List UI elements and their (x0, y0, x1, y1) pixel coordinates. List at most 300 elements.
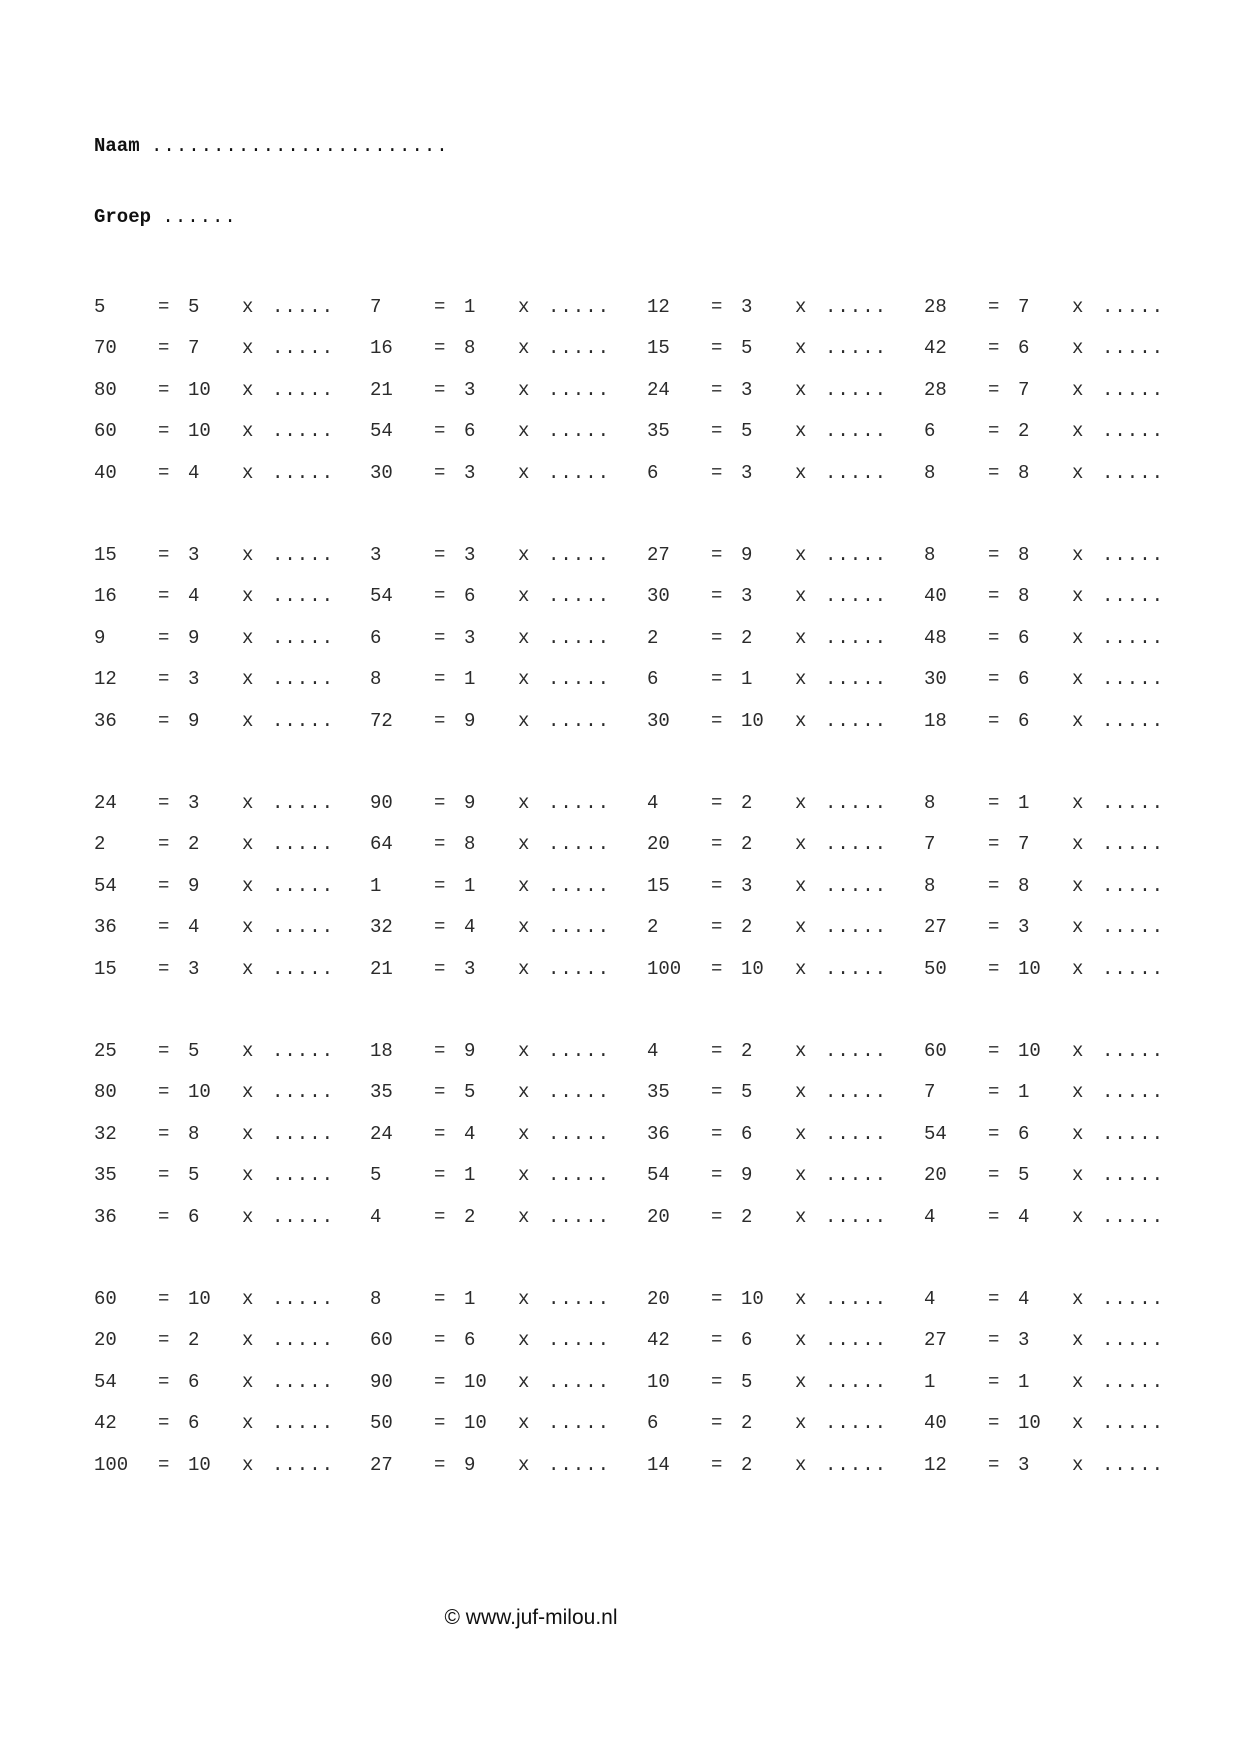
factor-number: 1 (464, 874, 476, 897)
factor-number: 3 (464, 378, 476, 401)
answer-blank[interactable]: ..... (1102, 1164, 1165, 1187)
product-number: 14 (647, 1453, 670, 1476)
answer-blank[interactable]: ..... (825, 1040, 888, 1062)
product-number: 27 (647, 544, 670, 566)
answer-blank[interactable]: ..... (825, 1453, 888, 1476)
times-sign: x (795, 1412, 807, 1435)
times-sign: x (242, 1122, 254, 1145)
product-number: 6 (647, 668, 659, 691)
answer-blank[interactable]: ..... (825, 874, 888, 897)
answer-blank[interactable]: ..... (272, 420, 335, 443)
answer-blank[interactable]: ..... (1102, 420, 1165, 443)
factor-number: 3 (741, 461, 753, 484)
answer-blank[interactable]: ..... (272, 916, 335, 939)
factor-number: 6 (464, 585, 476, 608)
product-number: 4 (924, 1288, 936, 1310)
equals-sign: = (711, 833, 723, 856)
answer-blank[interactable]: ..... (825, 337, 888, 360)
answer-blank[interactable]: ..... (1102, 1370, 1165, 1393)
equals-sign: = (158, 337, 170, 360)
answer-blank[interactable]: ..... (548, 1288, 611, 1310)
product-number: 18 (924, 709, 947, 732)
equals-sign: = (988, 1329, 1000, 1352)
answer-blank[interactable]: ..... (1102, 378, 1165, 401)
answer-blank[interactable]: ..... (272, 585, 335, 608)
times-sign: x (795, 378, 807, 401)
factor-number: 8 (1018, 461, 1030, 484)
answer-blank[interactable]: ..... (272, 1081, 335, 1104)
equals-sign: = (711, 544, 723, 566)
equals-sign: = (988, 1288, 1000, 1310)
factor-number: 6 (1018, 709, 1030, 732)
product-number: 6 (370, 626, 382, 649)
answer-blank[interactable]: ..... (1102, 1288, 1165, 1310)
product-number: 8 (924, 792, 936, 814)
answer-blank[interactable]: ..... (272, 957, 335, 980)
factor-number: 10 (464, 1370, 487, 1393)
equals-sign: = (158, 296, 170, 318)
factor-number: 2 (741, 1412, 753, 1435)
equals-sign: = (988, 1412, 1000, 1435)
answer-blank[interactable]: ..... (825, 1122, 888, 1145)
equals-sign: = (158, 1164, 170, 1187)
answer-blank[interactable]: ..... (825, 420, 888, 443)
times-sign: x (795, 585, 807, 608)
times-sign: x (1072, 1122, 1084, 1145)
factor-number: 4 (1018, 1205, 1030, 1228)
equals-sign: = (434, 378, 446, 401)
equals-sign: = (434, 1288, 446, 1310)
times-sign: x (795, 626, 807, 649)
equals-sign: = (158, 957, 170, 980)
times-sign: x (1072, 1370, 1084, 1393)
times-sign: x (242, 1040, 254, 1062)
answer-blank[interactable]: ..... (272, 1040, 335, 1062)
equals-sign: = (158, 585, 170, 608)
product-number: 16 (94, 585, 117, 608)
answer-blank[interactable]: ..... (825, 833, 888, 856)
times-sign: x (518, 585, 530, 608)
times-sign: x (795, 1164, 807, 1187)
answer-blank[interactable]: ..... (825, 1205, 888, 1228)
answer-blank[interactable]: ..... (825, 296, 888, 318)
times-sign: x (795, 1370, 807, 1393)
answer-blank[interactable]: ..... (548, 1329, 611, 1352)
product-number: 54 (924, 1122, 947, 1145)
times-sign: x (795, 792, 807, 814)
answer-blank[interactable]: ..... (1102, 833, 1165, 856)
answer-blank[interactable]: ..... (825, 916, 888, 939)
times-sign: x (795, 1081, 807, 1104)
equals-sign: = (434, 544, 446, 566)
equals-sign: = (158, 1370, 170, 1393)
factor-number: 4 (188, 916, 200, 939)
factor-number: 7 (1018, 833, 1030, 856)
product-number: 2 (647, 916, 659, 939)
times-sign: x (795, 1453, 807, 1476)
answer-blank[interactable]: ..... (1102, 544, 1165, 566)
factor-number: 10 (188, 1288, 211, 1310)
answer-blank[interactable]: ..... (1102, 1081, 1165, 1104)
answer-blank[interactable]: ..... (1102, 1453, 1165, 1476)
answer-blank[interactable]: ..... (272, 296, 335, 318)
answer-blank[interactable]: ..... (548, 1205, 611, 1228)
product-number: 4 (370, 1205, 382, 1228)
answer-blank[interactable]: ..... (272, 833, 335, 856)
product-number: 15 (94, 957, 117, 980)
equals-sign: = (988, 916, 1000, 939)
times-sign: x (795, 544, 807, 566)
factor-number: 8 (464, 337, 476, 360)
factor-number: 8 (1018, 874, 1030, 897)
equals-sign: = (434, 916, 446, 939)
times-sign: x (1072, 378, 1084, 401)
equals-sign: = (434, 461, 446, 484)
factor-number: 6 (464, 1329, 476, 1352)
factor-number: 5 (188, 1164, 200, 1187)
product-number: 30 (924, 668, 947, 691)
factor-number: 5 (188, 1040, 200, 1062)
equals-sign: = (711, 337, 723, 360)
equals-sign: = (988, 296, 1000, 318)
times-sign: x (1072, 544, 1084, 566)
times-sign: x (1072, 1453, 1084, 1476)
factor-number: 1 (1018, 1081, 1030, 1104)
answer-blank[interactable]: ..... (1102, 337, 1165, 360)
answer-blank[interactable]: ..... (825, 1288, 888, 1310)
equals-sign: = (988, 1164, 1000, 1187)
factor-number: 2 (188, 1329, 200, 1352)
answer-blank[interactable]: ..... (548, 833, 611, 856)
product-number: 27 (370, 1453, 393, 1476)
equals-sign: = (158, 1288, 170, 1310)
equals-sign: = (158, 1040, 170, 1062)
equals-sign: = (711, 626, 723, 649)
answer-blank[interactable]: ..... (548, 544, 611, 566)
times-sign: x (242, 296, 254, 318)
answer-blank[interactable]: ..... (825, 1329, 888, 1352)
equals-sign: = (988, 874, 1000, 897)
times-sign: x (1072, 1040, 1084, 1062)
naam-blank[interactable]: ........................ (151, 135, 449, 157)
answer-blank[interactable]: ..... (272, 1412, 335, 1435)
answer-blank[interactable]: ..... (548, 709, 611, 732)
factor-number: 2 (741, 833, 753, 856)
answer-blank[interactable]: ..... (548, 1122, 611, 1145)
factor-number: 2 (188, 833, 200, 856)
times-sign: x (242, 1164, 254, 1187)
factor-number: 6 (188, 1205, 200, 1228)
times-sign: x (242, 337, 254, 360)
answer-blank[interactable]: ..... (1102, 1205, 1165, 1228)
equals-sign: = (988, 792, 1000, 814)
answer-blank[interactable]: ..... (272, 378, 335, 401)
copyright-footer: © www.juf-milou.nl (444, 1606, 618, 1629)
answer-blank[interactable]: ..... (1102, 1329, 1165, 1352)
product-number: 12 (94, 668, 117, 691)
times-sign: x (518, 420, 530, 443)
factor-number: 3 (1018, 916, 1030, 939)
equals-sign: = (988, 1205, 1000, 1228)
times-sign: x (1072, 792, 1084, 814)
times-sign: x (795, 916, 807, 939)
answer-blank[interactable]: ..... (1102, 874, 1165, 897)
equals-sign: = (988, 833, 1000, 856)
answer-blank[interactable]: ..... (548, 585, 611, 608)
product-number: 12 (924, 1453, 947, 1476)
answer-blank[interactable]: ..... (272, 709, 335, 732)
answer-blank[interactable]: ..... (825, 1370, 888, 1393)
product-number: 40 (94, 461, 117, 484)
answer-blank[interactable]: ..... (1102, 296, 1165, 318)
factor-number: 8 (1018, 585, 1030, 608)
times-sign: x (518, 1164, 530, 1187)
answer-blank[interactable]: ..... (548, 1081, 611, 1104)
equals-sign: = (711, 1081, 723, 1104)
answer-blank[interactable]: ..... (548, 957, 611, 980)
equals-sign: = (988, 461, 1000, 484)
product-number: 25 (94, 1040, 117, 1062)
answer-blank[interactable]: ..... (548, 420, 611, 443)
times-sign: x (1072, 874, 1084, 897)
times-sign: x (242, 792, 254, 814)
answer-blank[interactable]: ..... (272, 1370, 335, 1393)
equals-sign: = (711, 916, 723, 939)
answer-blank[interactable]: ..... (548, 1040, 611, 1062)
equals-sign: = (158, 874, 170, 897)
answer-blank[interactable]: ..... (272, 1453, 335, 1476)
equals-sign: = (434, 874, 446, 897)
times-sign: x (242, 874, 254, 897)
product-number: 20 (647, 1288, 670, 1310)
answer-blank[interactable]: ..... (548, 792, 611, 814)
equals-sign: = (711, 1370, 723, 1393)
factor-number: 1 (464, 668, 476, 691)
equals-sign: = (434, 1329, 446, 1352)
product-number: 90 (370, 792, 393, 814)
answer-blank[interactable]: ..... (825, 626, 888, 649)
answer-blank[interactable]: ..... (272, 1122, 335, 1145)
factor-number: 2 (741, 626, 753, 649)
factor-number: 6 (1018, 668, 1030, 691)
factor-number: 9 (464, 792, 476, 814)
factor-number: 8 (1018, 544, 1030, 566)
answer-blank[interactable]: ..... (1102, 1040, 1165, 1062)
times-sign: x (1072, 1329, 1084, 1352)
times-sign: x (242, 461, 254, 484)
factor-number: 9 (188, 626, 200, 649)
answer-blank[interactable]: ..... (548, 1412, 611, 1435)
equals-sign: = (988, 1122, 1000, 1145)
product-number: 7 (924, 1081, 936, 1104)
answer-blank[interactable]: ..... (825, 1081, 888, 1104)
times-sign: x (518, 916, 530, 939)
answer-blank[interactable]: ..... (272, 792, 335, 814)
answer-blank[interactable]: ..... (272, 1164, 335, 1187)
answer-blank[interactable]: ..... (825, 378, 888, 401)
factor-number: 6 (1018, 1122, 1030, 1145)
product-number: 20 (924, 1164, 947, 1187)
product-number: 2 (647, 626, 659, 649)
product-number: 42 (94, 1412, 117, 1435)
groep-label: Groep (94, 206, 152, 228)
answer-blank[interactable]: ..... (825, 957, 888, 980)
factor-number: 9 (741, 544, 753, 566)
times-sign: x (242, 378, 254, 401)
times-sign: x (518, 378, 530, 401)
product-number: 50 (370, 1412, 393, 1435)
product-number: 35 (94, 1164, 117, 1187)
product-number: 36 (647, 1122, 670, 1145)
factor-number: 3 (188, 957, 200, 980)
equals-sign: = (434, 792, 446, 814)
factor-number: 6 (464, 420, 476, 443)
product-number: 1 (370, 874, 382, 897)
answer-blank[interactable]: ..... (272, 1288, 335, 1310)
answer-blank[interactable]: ..... (825, 1164, 888, 1187)
product-number: 36 (94, 709, 117, 732)
product-number: 20 (94, 1329, 117, 1352)
answer-blank[interactable]: ..... (272, 461, 335, 484)
times-sign: x (795, 1329, 807, 1352)
answer-blank[interactable]: ..... (1102, 709, 1165, 732)
factor-number: 8 (188, 1122, 200, 1145)
equals-sign: = (434, 585, 446, 608)
times-sign: x (1072, 709, 1084, 732)
answer-blank[interactable]: ..... (825, 585, 888, 608)
answer-blank[interactable]: ..... (272, 626, 335, 649)
answer-blank[interactable]: ..... (548, 1164, 611, 1187)
answer-blank[interactable]: ..... (1102, 668, 1165, 691)
times-sign: x (795, 874, 807, 897)
answer-blank[interactable]: ..... (272, 544, 335, 566)
factor-number: 5 (741, 420, 753, 443)
answer-blank[interactable]: ..... (272, 1205, 335, 1228)
answer-blank[interactable]: ..... (548, 626, 611, 649)
times-sign: x (795, 833, 807, 856)
times-sign: x (242, 544, 254, 566)
times-sign: x (242, 1205, 254, 1228)
equals-sign: = (434, 709, 446, 732)
answer-blank[interactable]: ..... (1102, 957, 1165, 980)
answer-blank[interactable]: ..... (548, 916, 611, 939)
factor-number: 10 (741, 1288, 764, 1310)
answer-blank[interactable]: ..... (825, 668, 888, 691)
times-sign: x (518, 1329, 530, 1352)
product-number: 72 (370, 709, 393, 732)
equals-sign: = (434, 1081, 446, 1104)
equals-sign: = (158, 1329, 170, 1352)
answer-blank[interactable]: ..... (825, 544, 888, 566)
times-sign: x (1072, 296, 1084, 318)
answer-blank[interactable]: ..... (825, 792, 888, 814)
product-number: 6 (647, 461, 659, 484)
times-sign: x (242, 709, 254, 732)
factor-number: 5 (464, 1081, 476, 1104)
answer-blank[interactable]: ..... (1102, 585, 1165, 608)
answer-blank[interactable]: ..... (825, 461, 888, 484)
factor-number: 1 (464, 1288, 476, 1310)
answer-blank[interactable]: ..... (548, 668, 611, 691)
product-number: 64 (370, 833, 393, 856)
answer-blank[interactable]: ..... (548, 461, 611, 484)
naam-label: Naam (94, 135, 140, 157)
factor-number: 1 (1018, 1370, 1030, 1393)
times-sign: x (242, 1453, 254, 1476)
product-number: 48 (924, 626, 947, 649)
answer-blank[interactable]: ..... (548, 1453, 611, 1476)
equals-sign: = (434, 1412, 446, 1435)
product-number: 40 (924, 1412, 947, 1435)
answer-blank[interactable]: ..... (272, 1329, 335, 1352)
answer-blank[interactable]: ..... (1102, 1412, 1165, 1435)
factor-number: 4 (1018, 1288, 1030, 1310)
times-sign: x (1072, 1164, 1084, 1187)
factor-number: 3 (188, 544, 200, 566)
product-number: 54 (370, 420, 393, 443)
times-sign: x (1072, 916, 1084, 939)
answer-blank[interactable]: ..... (548, 378, 611, 401)
product-number: 8 (370, 1288, 382, 1310)
equals-sign: = (711, 668, 723, 691)
equals-sign: = (988, 957, 1000, 980)
times-sign: x (518, 1040, 530, 1062)
equals-sign: = (434, 668, 446, 691)
factor-number: 1 (464, 296, 476, 318)
factor-number: 10 (741, 957, 764, 980)
answer-blank[interactable]: ..... (1102, 626, 1165, 649)
answer-blank[interactable]: ..... (548, 874, 611, 897)
factor-number: 6 (741, 1122, 753, 1145)
answer-blank[interactable]: ..... (1102, 792, 1165, 814)
product-number: 5 (370, 1164, 382, 1187)
product-number: 60 (370, 1329, 393, 1352)
answer-blank[interactable]: ..... (825, 1412, 888, 1435)
factor-number: 3 (464, 461, 476, 484)
times-sign: x (518, 1288, 530, 1310)
answer-blank[interactable]: ..... (1102, 1122, 1165, 1145)
times-sign: x (242, 957, 254, 980)
answer-blank[interactable]: ..... (548, 296, 611, 318)
times-sign: x (242, 1329, 254, 1352)
equals-sign: = (711, 1288, 723, 1310)
factor-number: 3 (741, 378, 753, 401)
factor-number: 6 (1018, 626, 1030, 649)
answer-blank[interactable]: ..... (1102, 916, 1165, 939)
answer-blank[interactable]: ..... (272, 874, 335, 897)
times-sign: x (518, 1370, 530, 1393)
product-number: 15 (647, 337, 670, 360)
product-number: 27 (924, 1329, 947, 1352)
answer-blank[interactable]: ..... (272, 337, 335, 360)
equals-sign: = (434, 420, 446, 443)
answer-blank[interactable]: ..... (272, 668, 335, 691)
answer-blank[interactable]: ..... (825, 709, 888, 732)
groep-blank[interactable]: ...... (162, 206, 237, 228)
product-number: 100 (647, 957, 682, 980)
answer-blank[interactable]: ..... (1102, 461, 1165, 484)
product-number: 28 (924, 296, 947, 318)
product-number: 35 (370, 1081, 393, 1104)
equals-sign: = (158, 461, 170, 484)
answer-blank[interactable]: ..... (548, 1370, 611, 1393)
answer-blank[interactable]: ..... (548, 337, 611, 360)
product-number: 4 (647, 1040, 659, 1062)
equals-sign: = (988, 378, 1000, 401)
product-number: 7 (370, 296, 382, 318)
product-number: 8 (924, 461, 936, 484)
product-number: 100 (94, 1453, 129, 1476)
